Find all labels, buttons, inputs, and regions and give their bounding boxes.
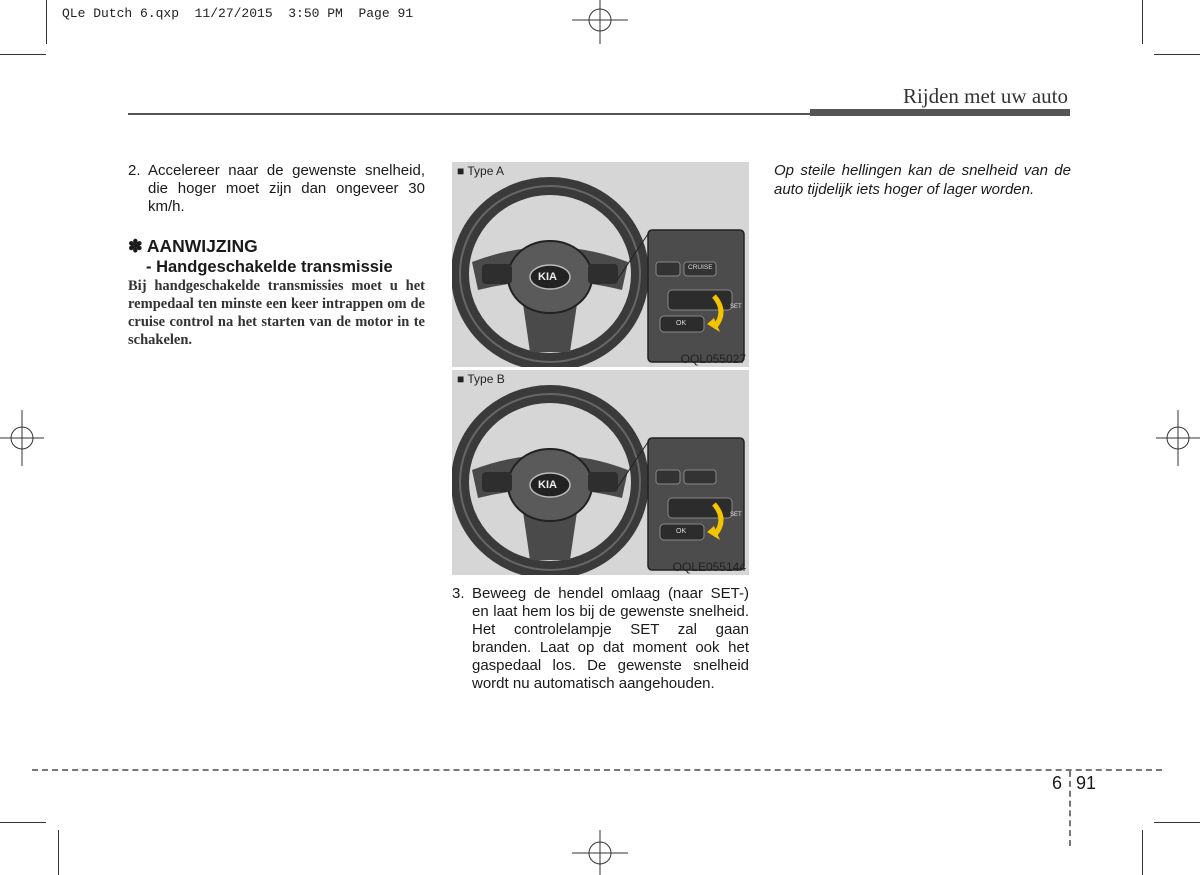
step-3 — [452, 585, 749, 693]
figure-type-a — [452, 162, 749, 367]
registration-mark-left — [0, 410, 44, 466]
step-text: Accelereer naar de gewenste snelheid, die hoger moet zijn dan ongeveer 30 km/h. — [148, 162, 425, 215]
registration-mark-top — [572, 0, 628, 44]
figure-code: OQLE055144 — [672, 560, 746, 574]
column-right-note: Op steile hellingen kan de snelheid van de auto tijdelijk iets hoger of lager worden. — [774, 162, 1071, 198]
section-title: Rijden met uw auto — [902, 84, 1068, 108]
footer-rule — [32, 769, 1162, 771]
column-left — [128, 162, 425, 349]
step-number: 3. — [452, 585, 465, 602]
ok-button-label: OK — [676, 320, 687, 327]
registration-mark-right — [1156, 410, 1200, 466]
footer-divider — [1069, 771, 1071, 846]
print-slug: QLe Dutch 6.qxp 11/27/2015 3:50 PM Page 91 — [62, 6, 414, 21]
header-rule — [128, 113, 813, 115]
steering-wheel-illustration — [452, 370, 749, 575]
column-middle-text — [452, 585, 749, 693]
kia-badge: KIA — [538, 479, 557, 491]
header-rule-accent — [810, 109, 1070, 116]
step-number: 2. — [128, 162, 141, 179]
figure-label: ■ Type B — [457, 372, 505, 386]
chapter-number: 6 — [1052, 773, 1063, 793]
cruise-button-label: CRUISE — [688, 264, 713, 271]
figure-type-b — [452, 370, 749, 575]
figure-label: ■ Type A — [457, 164, 505, 178]
step-text: Beweeg de hendel omlaag (naar SET-) en laat hem los bij de gewenste snelheid. Het controlelampje SET zal gaan branden. Laat op dat moment ook het gaspedaal los. De gewenste snelheid wordt nu automatisch aangehouden. — [472, 585, 749, 692]
registration-mark-bottom — [572, 830, 628, 875]
note-body: Bij handgeschakelde transmissies moet u het rempedaal ten minste een keer intrappen om de cruise control na het starten van de motor in te schakelen. — [128, 278, 425, 348]
note-heading: ✽ AANWIJZING — [128, 236, 258, 256]
figure-code: OQL055027 — [680, 352, 746, 366]
ok-button-label: OK — [676, 528, 687, 535]
note-subheading: - Handgeschakelde transmissie — [146, 258, 393, 276]
kia-badge: KIA — [538, 271, 557, 283]
page-number: 91 — [1076, 773, 1097, 793]
set-button-label: SET — [730, 512, 742, 518]
set-button-label: SET — [730, 304, 742, 310]
step-2 — [128, 162, 425, 216]
